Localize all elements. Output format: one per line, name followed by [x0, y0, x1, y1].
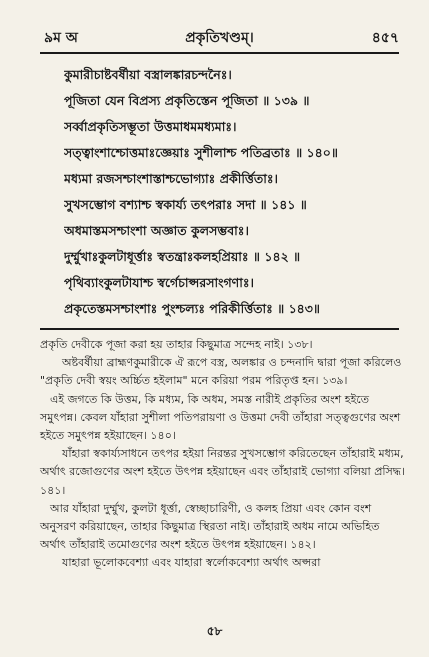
- commentary-paragraph: এই জগতে কি উত্তম, কি মধ্যম, কি অধম, সমস্ত নারীই প্রকৃতির অংশ হইতে সমুৎপন্ন। কেবল যাঁহারা সুশীলা পতিপরায়ণা ও উত্তমা দেবী তাঁহারা সত্ত্বগুণের অংশ হইতে সমুৎপন্ন হইয়াছেন। ১৪০।: [40, 392, 401, 443]
- verse-line: কুমারীচাষ্টবর্ষীয়া বস্ত্রালঙ্কারচন্দনৈঃ।: [64, 67, 232, 82]
- header-rule: [40, 52, 399, 54]
- chapter-label: ৯ম অ: [44, 30, 78, 46]
- page-title: প্রকৃতিখণ্ডম্।: [185, 30, 254, 46]
- verse-line: সুখসম্ভোগ বশ্যাশ্চ স্বকার্য্য তৎপরাঃ সদা ॥ ১৪১ ॥: [64, 197, 307, 212]
- verse-line: মধ্যমা রজসশ্চাংশাস্তাশ্চভোগ্যাঃ প্রকীর্ত্তিতাঃ।: [64, 171, 279, 186]
- verse-line: পৃথিব্যাংকুলটাযাশ্চ স্বর্গেচাপ্সরসাংগণাঃ।: [64, 275, 254, 290]
- commentary-paragraph: আর যাঁহারা দুর্ম্মুখ, কুলটা ধূর্ত্তা, স্বেচ্ছাচারিণী, ও কলহ প্রিয়া এবং কোন বংশ অনুসরণ করিয়াছেন, তাহার কিছুমাত্র স্থিরতা নাই। তাঁহারাই অধম নামে অভিহিত অর্থাৎ তাঁহারাই তমোগুণের অংশ হইতে উৎপন্ন হইয়াছেন। ১৪২।: [40, 501, 380, 552]
- verse-line: পূজিতা যেন বিপ্রস্য প্রকৃতিস্তেন পূজিতা ॥ ১৩৯ ॥: [64, 93, 310, 108]
- verse-line: অধমাস্তমসশ্চাংশা অজ্ঞাত কুলসম্ভবাঃ।: [64, 223, 249, 238]
- page-header: [40, 26, 399, 50]
- commentary-paragraph: যাহারা ভূলোকবেশ্যা এবং যাহারা স্বর্লোকবেশ্যা অর্থাৎ অপ্সরা: [62, 556, 321, 570]
- signature-mark: ৫৮: [206, 624, 223, 638]
- commentary-paragraph: যাঁহারা স্বকার্য্যসাধনে তৎপর হইয়া নিরন্তর সুখসম্ভোগ করিতেছেন তাঁহারাই মধ্যম, অর্থাৎ রজোগুণের অংশ হইতে উৎপন্ন হইয়াছেন এবং তাঁহারাই ভোগ্যা বলিয়া প্রসিদ্ধ। ১৪১।: [40, 447, 405, 497]
- commentary-paragraph: প্রকৃতি দেবীকে পূজা করা হয় তাহার কিছুমাত্র সন্দেহ নাই। ১৩৮।: [40, 338, 313, 351]
- commentary-paragraph: অষ্টবর্ষীয়া ব্রাহ্মণকুমারীকে ঐ রূপে বস্ত্র, অলঙ্কার ও চন্দনাদি দ্বারা পূজা করিলেও "প্রকৃতি দেবী স্বয়ং অর্চ্চিত হইলাম" মনে করিয়া পরম পরিতৃপ্ত হন। ১৩৯।: [40, 356, 402, 388]
- commentary-rule: [40, 328, 399, 330]
- bengali-commentary: [40, 336, 405, 573]
- verse-line: সত্ত্বাংশাশ্চোত্তমাঃজ্ঞেয়াঃ সুশীলাশ্চ পতিব্রতাঃ ॥ ১৪০॥: [64, 145, 338, 160]
- verse-line: প্রকৃতেস্তমসশ্চাংশাঃ পুংশ্চল্যঃ পরিকীর্ত্তিতাঃ ॥ ১৪৩॥: [64, 301, 320, 316]
- page-number: ৪৫৭: [371, 30, 399, 46]
- verse-line: দুর্ম্মুখাঃকুলটাধূর্ত্তাঃ স্বতন্ত্রাঃকলহপ্রিয়াঃ ॥ ১৪২ ॥: [64, 249, 301, 264]
- verse-line: সর্ব্বাপ্রকৃতিসম্ভূতা উত্তমাধমমধ্যমাঃ।: [64, 119, 237, 134]
- sanskrit-verses: [64, 62, 408, 322]
